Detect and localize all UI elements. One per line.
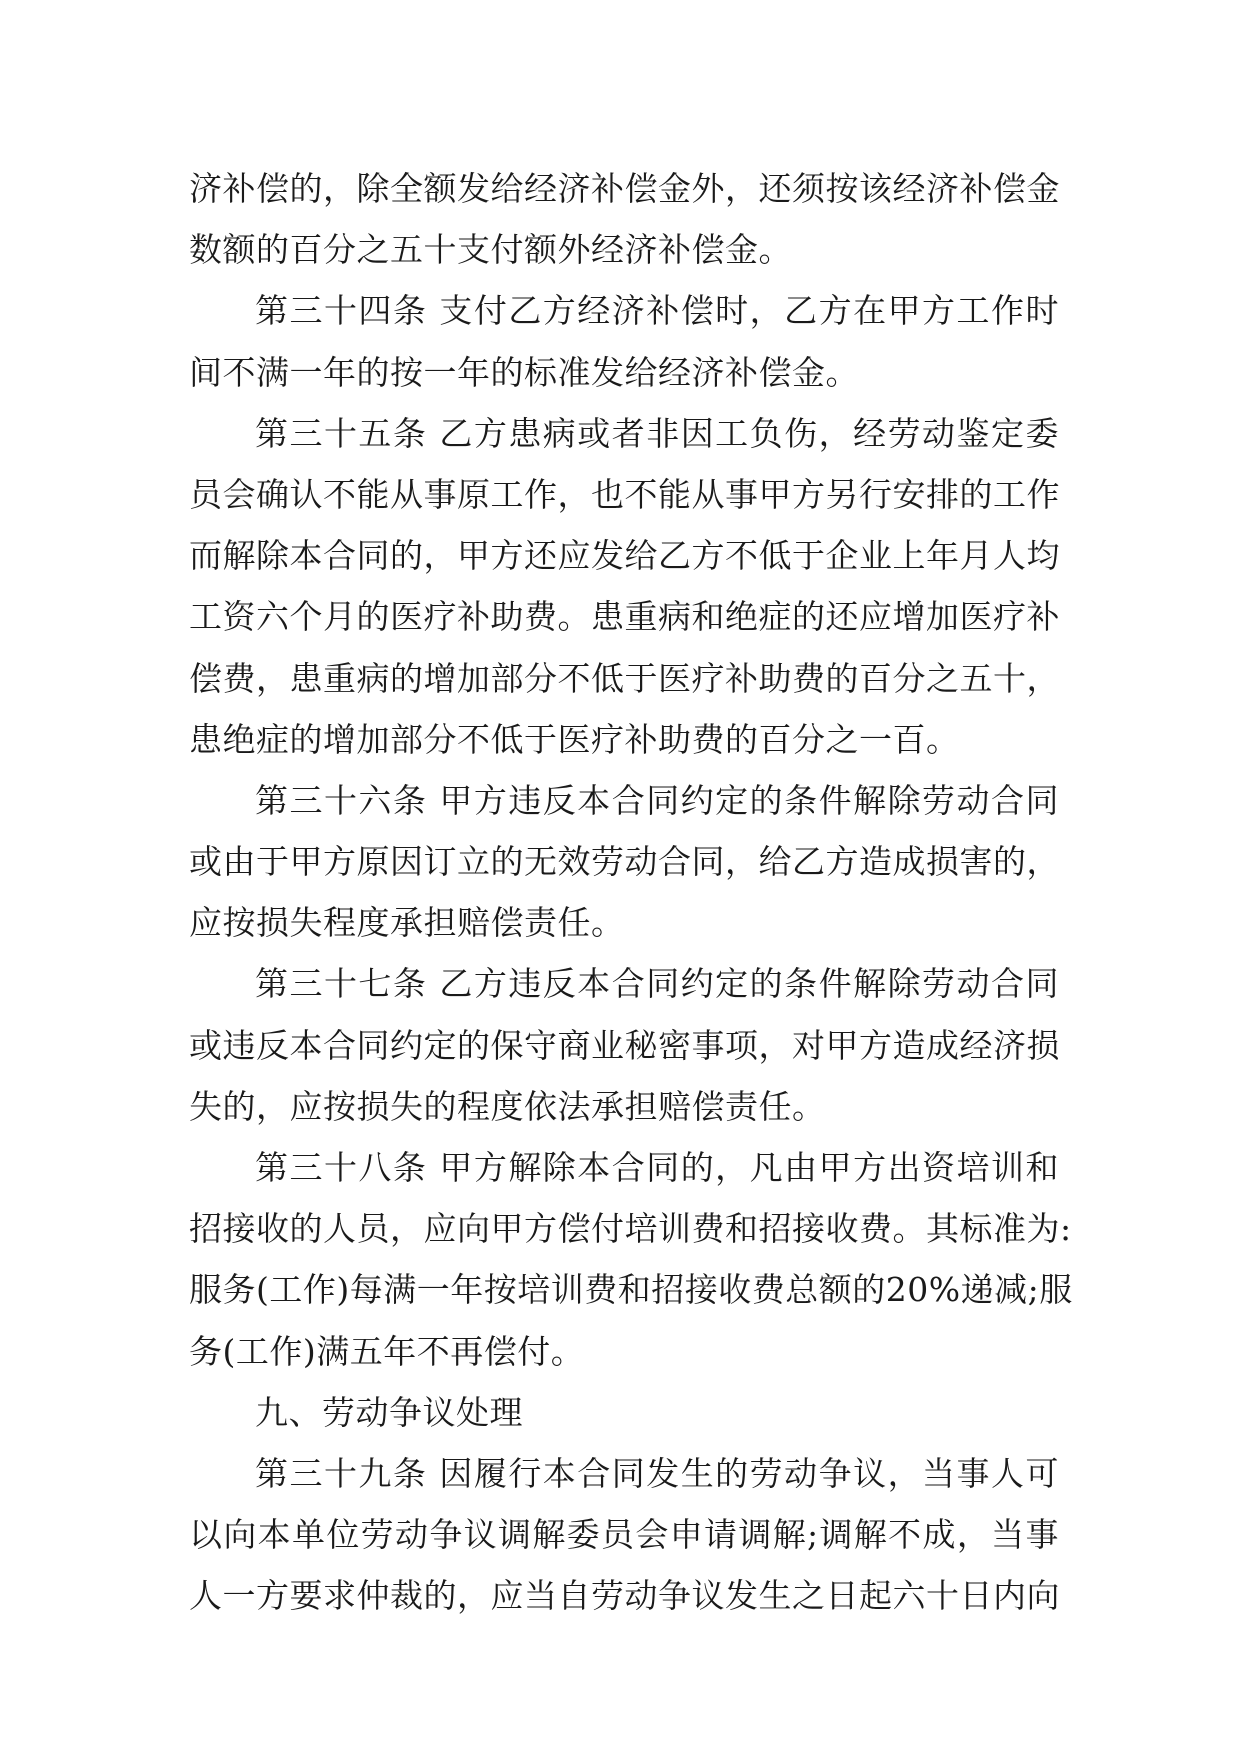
text-line: 间不满一年的按一年的标准发给经济补偿金。 [189,352,859,392]
text-line: 失的，应按损失的程度依法承担赔偿责任。 [189,1086,826,1126]
article-34-line: 第三十四条 支付乙方经济补偿时，乙方在甲方工作时 [255,291,1059,331]
text-line: 工资六个月的医疗补助费。患重病和绝症的还应增加医疗补 [189,597,1060,637]
text-line: 人一方要求仲裁的，应当自劳动争议发生之日起六十日内向 [189,1576,1060,1616]
text-line: 而解除本合同的，甲方还应发给乙方不低于企业上年月人均 [189,536,1060,576]
text-line: 以向本单位劳动争议调解委员会申请调解;调解不成，当事 [189,1515,1059,1555]
text-line: 务(工作)满五年不再偿付。 [189,1331,585,1371]
article-35-line: 第三十五条 乙方患病或者非因工负伤，经劳动鉴定委 [255,413,1059,453]
section-heading: 九、劳动争议处理 [255,1392,523,1432]
article-38-line: 第三十八条 甲方解除本合同的，凡由甲方出资培训和 [255,1148,1059,1187]
text-line: 或由于甲方原因订立的无效劳动合同，给乙方造成损害的， [189,842,1060,882]
text-line: 招接收的人员，应向甲方偿付培训费和招接收费。其标准为: [189,1209,1072,1249]
article-36-line: 第三十六条 甲方违反本合同约定的条件解除劳动合同 [255,780,1059,820]
text-line: 应按损失程度承担赔偿责任。 [189,903,625,943]
text-line: 患绝症的增加部分不低于医疗补助费的百分之一百。 [189,719,960,759]
article-39-line: 第三十九条 因履行本合同发生的劳动争议，当事人可 [255,1453,1059,1493]
text-line: 服务(工作)每满一年按培训费和招接收费总额的20%递减;服 [189,1270,1073,1310]
document-body [189,158,1073,1627]
text-line: 偿费，患重病的增加部分不低于医疗补助费的百分之五十， [189,658,1060,698]
article-37-line: 第三十七条 乙方违反本合同约定的条件解除劳动合同 [255,964,1059,1004]
text-line: 员会确认不能从事原工作，也不能从事甲方另行安排的工作 [189,474,1060,514]
text-line: 济补偿的，除全额发给经济补偿金外，还须按该经济补偿金 [189,169,1060,208]
text-line: 或违反本合同约定的保守商业秘密事项，对甲方造成经济损 [189,1025,1060,1065]
text-line: 数额的百分之五十支付额外经济补偿金。 [189,230,792,270]
